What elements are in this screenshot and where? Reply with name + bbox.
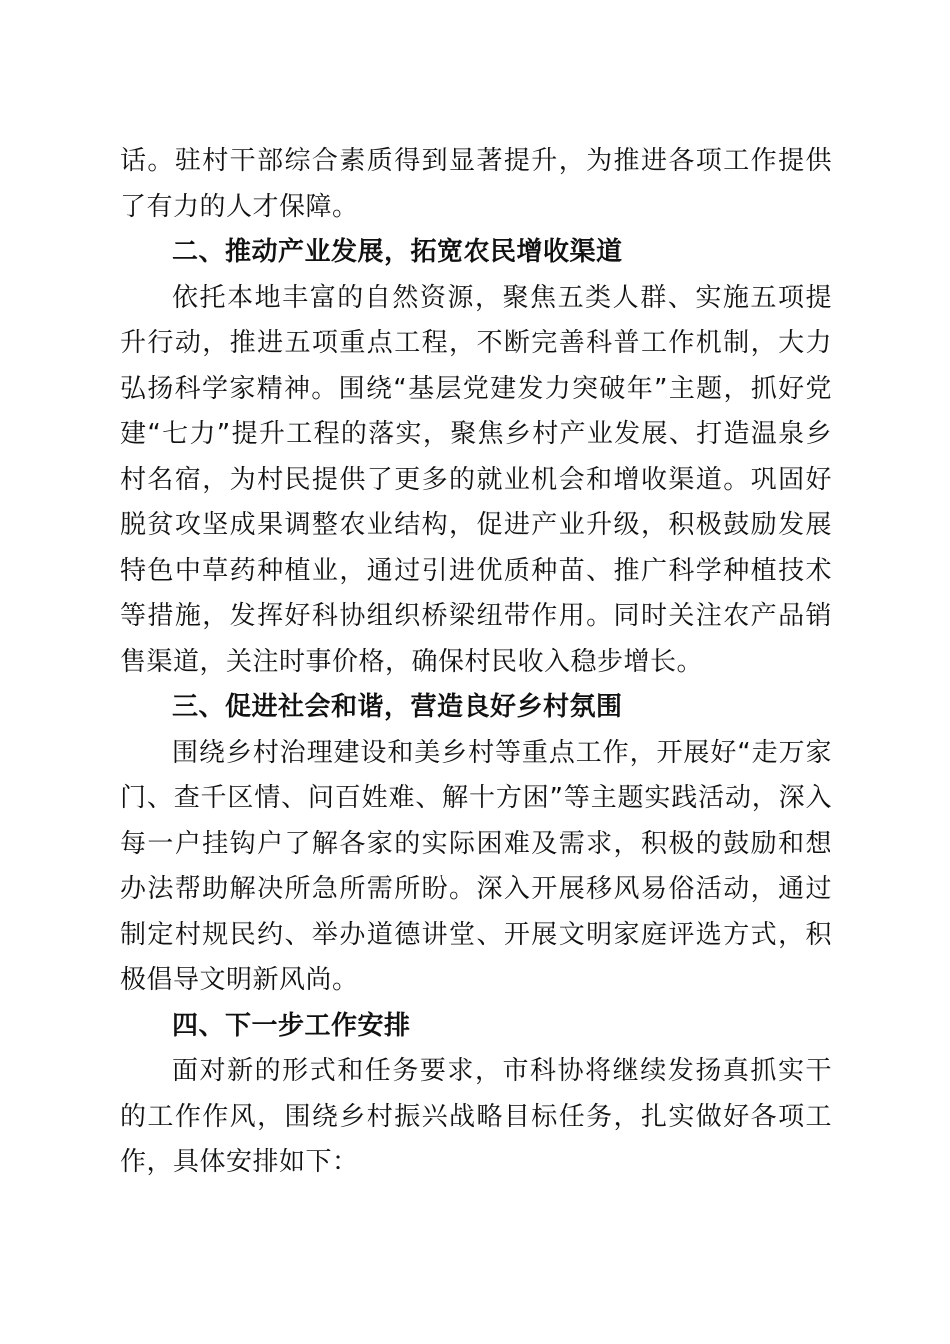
section-heading-next-steps: 四、下一步工作安排 xyxy=(172,1010,411,1041)
section-heading-harmony: 三、促进社会和谐，营造良好乡村氛围 xyxy=(172,692,623,722)
section-body-harmony: 围绕乡村治理建设和美乡村等重点工作，开展好“走万家门、查千区情、问百姓难、解十方困”等主题实践活动，深入每一户挂钩户了解各家的实际困难及需求，积极的鼓励和想办法帮助解决所急所需所盼。深入开展移风易俗活动，通过制定村规民约、举办道德讲堂、开展文明家庭评选方式，积极倡导文明新风尚。 xyxy=(120,737,832,995)
section-body-industry: 依托本地丰富的自然资源，聚焦五类人群、实施五项提升行动，推进五项重点工程，不断完善科普工作机制，大力弘扬科学家精神。围绕“基层党建发力突破年”主题，抓好党建“七力”提升工程的落实，聚焦乡村产业发展、打造温泉乡村名宿，为村民提供了更多的就业机会和增收渠道。巩固好脱贫攻坚成果调整农业结构，促进产业升级，积极鼓励发展特色中草药种植业，通过引进优质种苗、推广科学种植技术等措施，发挥好科协组织桥梁纽带作用。同时关注农产品销售渠道，关注时事价格，确保村民收入稳步增长。 xyxy=(120,282,832,677)
section-heading-industry: 二、推动产业发展，拓宽农民增收渠道 xyxy=(172,237,623,267)
section-body-next-steps: 面对新的形式和任务要求，市科协将继续发扬真抓实干的工作作风，围绕乡村振兴战略目标任务，扎实做好各项工作，具体安排如下： xyxy=(120,1056,832,1177)
continuation-paragraph: 话。驻村干部综合素质得到显著提升，为推进各项工作提供了有力的人才保障。 xyxy=(120,146,832,222)
document-body xyxy=(120,139,832,1186)
